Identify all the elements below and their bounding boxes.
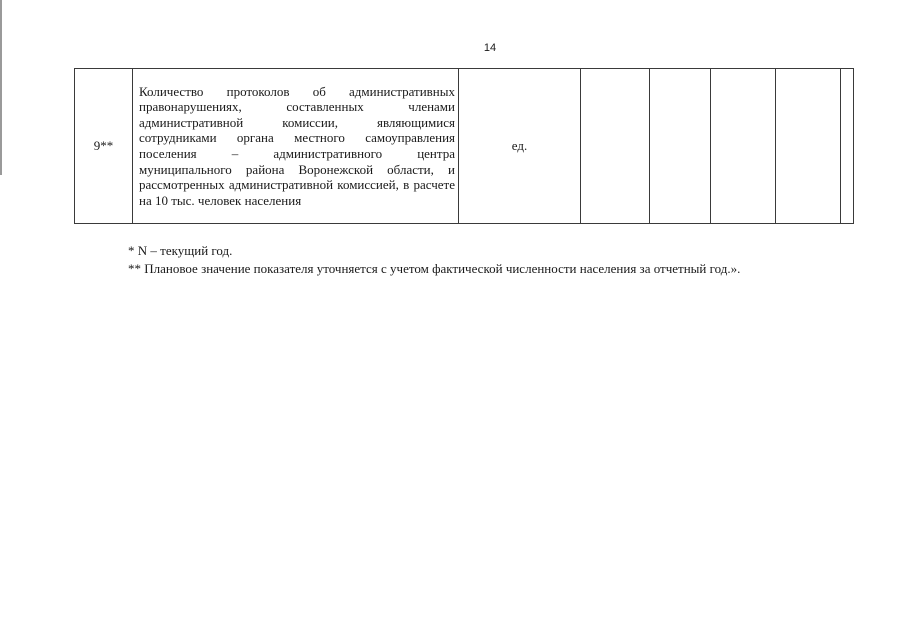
indicator-table (74, 68, 854, 224)
footnote-current-year: * N – текущий год. (128, 243, 233, 258)
row-description-text: Количество протоколов об административных правонарушениях, составленных членами административной комиссии, являющимися сотрудниками органа местного самоуправления поселения – административного центра муниципального района Воронежской области, и рассмотренных административной комиссией, в расчете на 10 тыс. человек населения (139, 83, 455, 208)
page-number: 14 (483, 42, 497, 54)
footnotes (128, 242, 740, 278)
row-value-cell (581, 69, 650, 224)
page-left-edge (0, 0, 2, 175)
row-description-cell (133, 69, 459, 224)
row-value-cell (841, 69, 854, 224)
footnote-planned-value: ** Плановое значение показателя уточняется с учетом фактической численности населения за отчетный год.». (128, 261, 741, 276)
table-row (75, 69, 854, 224)
row-value-cell (650, 69, 711, 224)
row-value-cell (776, 69, 841, 224)
row-unit-cell: ед. (459, 69, 581, 224)
row-value-cell (711, 69, 776, 224)
row-number-cell: 9** (75, 69, 133, 224)
